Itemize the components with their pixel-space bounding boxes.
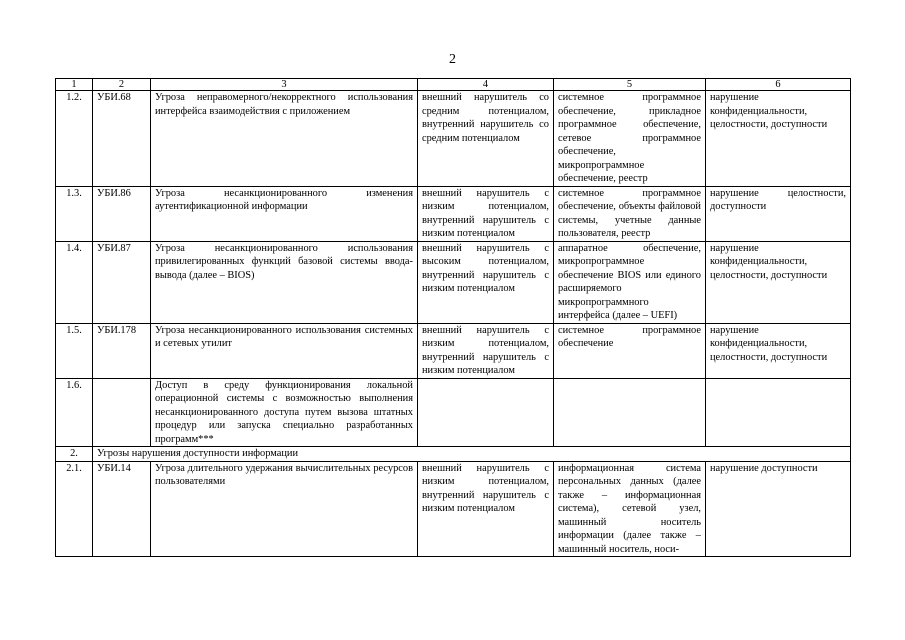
threat-object	[554, 378, 706, 447]
threat-consequence: нарушение доступности	[706, 461, 851, 557]
column-number: 3	[151, 79, 418, 91]
threat-id	[93, 378, 151, 447]
table-row	[56, 186, 851, 241]
row-number: 1.5.	[56, 323, 93, 378]
threat-id: УБИ.14	[93, 461, 151, 557]
table-row	[56, 323, 851, 378]
section-row	[56, 447, 851, 462]
threat-consequence: нарушение конфиденциальности, целостности, доступности	[706, 323, 851, 378]
column-number: 6	[706, 79, 851, 91]
table-row	[56, 378, 851, 447]
threats-table	[55, 78, 851, 557]
threat-object: системное программное обеспечение, прикладное программное обеспечение, сетевое программное обеспечение, микропрограммное обеспечение, реестр	[554, 91, 706, 187]
threat-source: внешний нарушитель с низким потенциалом, внутренний нарушитель с низким потенциалом	[418, 323, 554, 378]
table-row	[56, 91, 851, 187]
threat-source	[418, 378, 554, 447]
row-number: 1.3.	[56, 186, 93, 241]
column-number: 1	[56, 79, 93, 91]
threat-id: УБИ.87	[93, 241, 151, 323]
threat-id: УБИ.86	[93, 186, 151, 241]
threat-source: внешний нарушитель со средним потенциалом, внутренний нарушитель со средним потенциалом	[418, 91, 554, 187]
table-row	[56, 461, 851, 557]
row-number: 1.4.	[56, 241, 93, 323]
threat-id: УБИ.178	[93, 323, 151, 378]
row-number: 1.6.	[56, 378, 93, 447]
threat-source: внешний нарушитель с высоким потенциалом, внутренний нарушитель с низким потенциалом	[418, 241, 554, 323]
threat-object: системное программное обеспечение, объекты файловой системы, учетные данные пользователя, реестр	[554, 186, 706, 241]
threat-source: внешний нарушитель с низким потенциалом, внутренний нарушитель с низким потенциалом	[418, 461, 554, 557]
row-number: 1.2.	[56, 91, 93, 187]
column-number: 2	[93, 79, 151, 91]
threat-object: системное программное обеспечение	[554, 323, 706, 378]
threat-description: Угроза несанкционированного изменения аутентификационной информации	[151, 186, 418, 241]
table-row	[56, 241, 851, 323]
threat-description: Угроза длительного удержания вычислительных ресурсов пользователями	[151, 461, 418, 557]
threat-description: Угроза несанкционированного использования системных и сетевых утилит	[151, 323, 418, 378]
threat-consequence: нарушение конфиденциальности, целостности, доступности	[706, 91, 851, 187]
column-number: 5	[554, 79, 706, 91]
column-number-row	[56, 79, 851, 91]
column-number: 4	[418, 79, 554, 91]
threat-object: аппаратное обеспечение, микропрограммное обеспечение BIOS или единого расширяемого микропрограммного интерфейса (далее – UEFI)	[554, 241, 706, 323]
threat-consequence: нарушение целостности, доступности	[706, 186, 851, 241]
threat-consequence: нарушение конфиденциальности, целостности, доступности	[706, 241, 851, 323]
threat-description: Угроза несанкционированного использования привилегированных функций базовой системы ввода-вывода (далее – BIOS)	[151, 241, 418, 323]
threat-source: внешний нарушитель с низким потенциалом, внутренний нарушитель с низким потенциалом	[418, 186, 554, 241]
threat-id: УБИ.68	[93, 91, 151, 187]
row-number: 2.1.	[56, 461, 93, 557]
threat-consequence	[706, 378, 851, 447]
section-title: Угрозы нарушения доступности информации	[93, 447, 851, 462]
page-number: 2	[449, 52, 456, 67]
threat-description: Доступ в среду функционирования локальной операционной системы с возможностью выполнения несанкционированного доступа путем вызова штатных процедур или запуска специально разработанных программ***	[151, 378, 418, 447]
threat-description: Угроза неправомерного/некорректного использования интерфейса взаимодействия с приложением	[151, 91, 418, 187]
threat-object: информационная система персональных данных (далее также – информационная система), сетевой узел, машинный носитель информации (далее также – машинный носитель, носи-	[554, 461, 706, 557]
section-number: 2.	[56, 447, 93, 462]
